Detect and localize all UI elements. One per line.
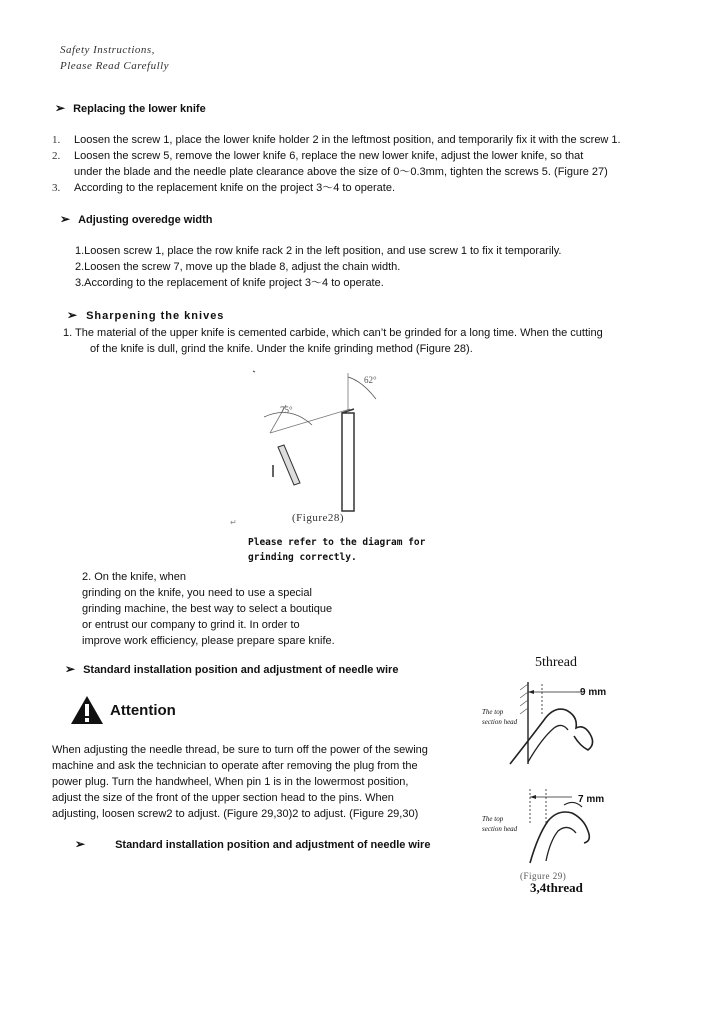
- fig29-top-label: 5thread: [535, 655, 577, 670]
- needle-thread-paragraph: [52, 742, 428, 822]
- overedge-steps: [75, 243, 561, 291]
- fig29-bottom-label: 3,4thread: [530, 880, 583, 895]
- para-2-line-4: or entrust our company to grind it. In order to: [82, 619, 300, 631]
- step-2-continued: under the blade and the needle plate clearance above the size of 0～0.3mm, tighten the screws 5. (Figure 27): [74, 166, 608, 178]
- grinding-note-line-2: grinding correctly.: [248, 552, 357, 563]
- knife-blade-shape: [342, 413, 354, 511]
- return-mark: ↵: [230, 518, 237, 527]
- sharpening-para-1-line-2: of the knife is dull, grind the knife. Under the knife grinding method (Figure 28).: [90, 343, 473, 355]
- attention-label: Attention: [110, 702, 176, 719]
- figure-29-caption: (Figure 29): [520, 871, 567, 881]
- stray-mark: [253, 371, 255, 372]
- needle-para-line-4: adjust the size of the front of the upper section head to the pins. When: [52, 792, 394, 804]
- warning-icon: [70, 695, 104, 725]
- arrow-bullet-icon: ➢: [65, 662, 76, 676]
- top-section-head-label-a: The top section head: [482, 708, 518, 726]
- needle-para-line-1: When adjusting the needle thread, be sure to turn off the power of the sewing: [52, 744, 428, 756]
- step-2: 2. Loosen the screw 5, remove the lower knife 6, replace the new lower knife, adjust the lower knife, so that: [52, 150, 584, 162]
- needle-para-line-3: power plug. Turn the handwheel, When pin 1 is in the lowermost position,: [52, 776, 409, 788]
- needle-para-line-5: adjusting, loosen screw2 to adjust. (Figure 29,30)2 to adjust. (Figure 29,30): [52, 808, 419, 820]
- section-heading-needle-wire: ➢ Standard installation position and adjustment of needle wire: [65, 662, 399, 676]
- document-header: [60, 42, 169, 74]
- step-3: 3. According to the replacement knife on the project 3～4 to operate.: [52, 182, 396, 194]
- angle-62-label: 62°: [364, 375, 377, 385]
- angle-75-label: 75°: [280, 405, 293, 415]
- overedge-step-2: 2.Loosen the screw 7, move up the blade 8, adjust the chain width.: [75, 261, 401, 273]
- dimension-9mm: 9 mm: [580, 687, 607, 698]
- top-section-head-label-b: The top section head: [482, 815, 518, 833]
- figure-28-caption: (Figure28): [292, 512, 345, 524]
- header-line-2: Please Read Carefully: [60, 60, 170, 72]
- arrow-bullet-icon: ➢: [67, 308, 79, 322]
- section-heading-replacing-lower-knife: ➢ Replacing the lower knife: [55, 101, 206, 115]
- arrow-bullet-icon: ➢: [75, 837, 86, 851]
- knife-grinding-diagram: [250, 365, 400, 515]
- grinding-note: [248, 535, 425, 565]
- para-2-line-2: grinding on the knife, you need to use a special: [82, 587, 312, 599]
- sharpening-para-2: [82, 569, 335, 649]
- step-1: 1. Loosen the screw 1, place the lower knife holder 2 in the leftmost position, and temporarily fix it with the screw 1.: [52, 134, 621, 146]
- section-heading-needle-wire-2: ➢ Standard installation position and adjustment of needle wire: [75, 837, 431, 851]
- para-2-line-3: grinding machine, the best way to select a boutique: [82, 603, 333, 615]
- replacing-knife-steps: [52, 132, 621, 196]
- grinding-note-line-1: Please refer to the diagram for: [248, 537, 426, 548]
- para-2-line-5: improve work efficiency, please prepare spare knife.: [82, 635, 335, 647]
- para-2-line-1: 2. On the knife, when: [82, 571, 186, 583]
- arrow-bullet-icon: ➢: [60, 212, 71, 226]
- needle-para-line-2: machine and ask the technician to operate after removing the plug from the: [52, 760, 418, 772]
- dimension-7mm: 7 mm: [578, 794, 605, 805]
- angled-blade-shape: [278, 445, 300, 485]
- overedge-step-1: 1.Loosen screw 1, place the row knife rack 2 in the left position, and use screw 1 to fix it temporarily.: [75, 245, 562, 257]
- section-heading-sharpening: ➢ Sharpening the knives: [67, 308, 225, 322]
- sharpening-para-1-line-1: 1. The material of the upper knife is cemented carbide, which can’t be grinded for a long time. When the cutting: [63, 327, 603, 339]
- section-heading-overedge-width: ➢ Adjusting overedge width: [60, 212, 213, 226]
- header-line-1: Safety Instructions,: [60, 44, 155, 56]
- arrow-bullet-icon: ➢: [55, 101, 66, 115]
- overedge-step-3: 3.According to the replacement of knife project 3～4 to operate.: [75, 277, 384, 289]
